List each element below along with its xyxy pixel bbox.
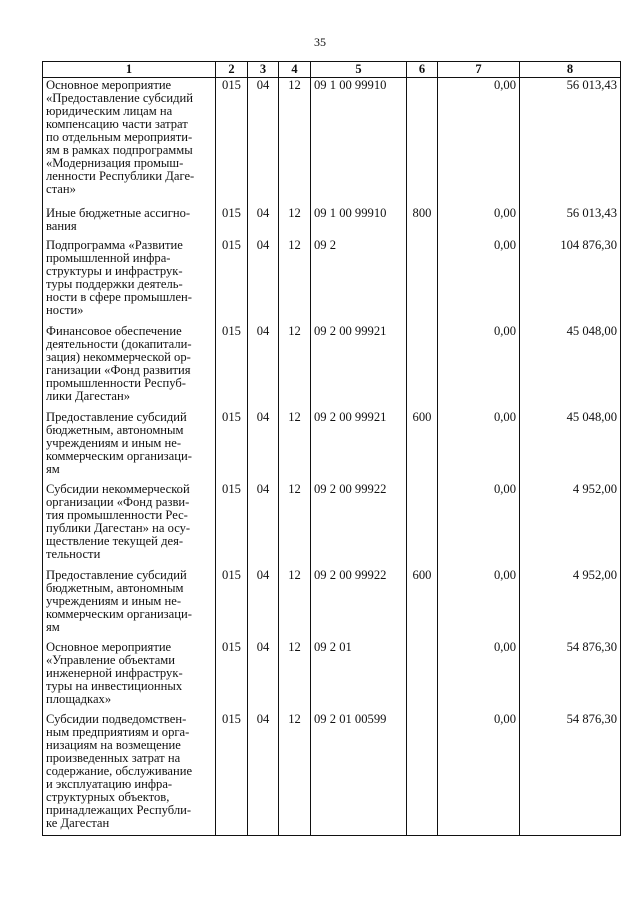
cell-budget-code: 09 2 00 99922 [311, 482, 407, 568]
item-name-line: ганизации «Фонд развития [46, 362, 191, 377]
header-col-5: 5 [311, 62, 407, 78]
cell-col-4: 12 [279, 78, 311, 206]
cell-col-2: 015 [216, 712, 248, 836]
cell-amount-8: 56 013,43 [520, 78, 621, 206]
item-name-line: Финансовое обеспечение [46, 323, 182, 338]
cell-item-name [43, 568, 216, 640]
item-name-line: бюджетным, автономным [46, 422, 184, 437]
item-name-line: учреждениям и иным не- [46, 435, 182, 450]
header-col-4: 4 [279, 62, 311, 78]
cell-budget-code: 09 2 00 99922 [311, 568, 407, 640]
item-name-line: Предоставление субсидий [46, 409, 187, 424]
cell-item-name [43, 78, 216, 206]
cell-col-2: 015 [216, 640, 248, 712]
cell-item-name [43, 640, 216, 712]
cell-expense-type [407, 712, 438, 836]
cell-col-2: 015 [216, 482, 248, 568]
item-name-line: Подпрограмма «Развитие [46, 237, 183, 252]
item-name-line: юридическим лицам на [46, 104, 173, 118]
cell-expense-type [407, 640, 438, 712]
item-name-line: публики Дагестан» на осу- [46, 520, 191, 535]
item-name-line: ям [46, 619, 60, 634]
item-name-line: ям в рамках подпрограммы [46, 143, 193, 157]
item-name-line: коммерческим организаци- [46, 448, 192, 463]
cell-col-3: 04 [248, 410, 279, 482]
item-name-line: промышленности Респуб- [46, 375, 186, 390]
cell-col-4: 12 [279, 712, 311, 836]
item-name-line: организации «Фонд разви- [46, 494, 190, 509]
item-name-line: структуры и инфраструк- [46, 263, 183, 278]
cell-col-2: 015 [216, 568, 248, 640]
cell-col-2: 015 [216, 206, 248, 238]
item-name-line: содержание, обслуживание [46, 763, 193, 778]
item-name-line: деятельности (докапитали- [46, 336, 192, 351]
header-col-1: 1 [43, 62, 216, 78]
cell-col-3: 04 [248, 78, 279, 206]
item-name-line: ществление текущей дея- [46, 533, 184, 548]
cell-budget-code: 09 1 00 99910 [311, 78, 407, 206]
item-name-line: «Управление объектами [46, 652, 176, 667]
cell-col-3: 04 [248, 568, 279, 640]
item-name-line: ности» [46, 302, 84, 317]
item-name-line: произведенных затрат на [46, 750, 181, 765]
budget-table [42, 61, 621, 836]
item-name-line: бюджетным, автономным [46, 580, 184, 595]
cell-col-3: 04 [248, 482, 279, 568]
item-name-line: Предоставление субсидий [46, 567, 187, 582]
cell-col-4: 12 [279, 568, 311, 640]
cell-col-3: 04 [248, 712, 279, 836]
cell-col-4: 12 [279, 206, 311, 238]
item-name-line: ным предприятиям и орга- [46, 724, 190, 739]
item-name-line: Субсидии подведомствен- [46, 711, 187, 726]
cell-amount-8: 4 952,00 [520, 568, 621, 640]
table-row [43, 324, 621, 410]
cell-col-3: 04 [248, 206, 279, 238]
item-name-line: «Модернизация промыш- [46, 156, 184, 170]
cell-col-3: 04 [248, 640, 279, 712]
cell-amount-7: 0,00 [438, 206, 520, 238]
cell-col-3: 04 [248, 238, 279, 324]
table-row [43, 640, 621, 712]
item-name-line: Основное мероприятие [46, 78, 172, 92]
table-row [43, 78, 621, 206]
header-col-7: 7 [438, 62, 520, 78]
cell-amount-8: 54 876,30 [520, 640, 621, 712]
cell-expense-type [407, 482, 438, 568]
header-col-6: 6 [407, 62, 438, 78]
cell-col-2: 015 [216, 410, 248, 482]
table-row [43, 712, 621, 836]
item-name-line: тия промышленности Рес- [46, 507, 188, 522]
table-row [43, 206, 621, 238]
item-name-line: принадлежащих Республи- [46, 802, 192, 817]
table-row [43, 568, 621, 640]
item-name-line: учреждениям и иным не- [46, 593, 182, 608]
cell-amount-7: 0,00 [438, 482, 520, 568]
table-row [43, 410, 621, 482]
cell-col-4: 12 [279, 238, 311, 324]
cell-budget-code: 09 1 00 99910 [311, 206, 407, 238]
cell-col-2: 015 [216, 324, 248, 410]
cell-expense-type: 800 [407, 206, 438, 238]
cell-amount-7: 0,00 [438, 712, 520, 836]
cell-col-4: 12 [279, 324, 311, 410]
item-name-line: туры поддержки деятель- [46, 276, 183, 291]
item-name-line: и эксплуатацию инфра- [46, 776, 173, 791]
cell-amount-7: 0,00 [438, 568, 520, 640]
cell-amount-8: 4 952,00 [520, 482, 621, 568]
cell-expense-type: 600 [407, 568, 438, 640]
item-name-line: по отдельным мероприяти- [46, 130, 193, 144]
item-name-line: ке Дагестан [46, 815, 110, 830]
cell-expense-type: 600 [407, 410, 438, 482]
cell-budget-code: 09 2 01 00599 [311, 712, 407, 836]
cell-item-name [43, 482, 216, 568]
header-col-8: 8 [520, 62, 621, 78]
cell-amount-8: 56 013,43 [520, 206, 621, 238]
cell-budget-code: 09 2 00 99921 [311, 324, 407, 410]
item-name-line: туры на инвестиционных [46, 678, 183, 693]
cell-expense-type [407, 238, 438, 324]
cell-item-name [43, 410, 216, 482]
cell-item-name [43, 206, 216, 238]
item-name-line: лики Дагестан» [46, 388, 130, 403]
cell-col-4: 12 [279, 640, 311, 712]
table-row [43, 238, 621, 324]
item-name-line: компенсацию части затрат [46, 117, 188, 131]
cell-item-name [43, 238, 216, 324]
item-name-line: ленности Республики Даге- [46, 169, 195, 183]
header-row [43, 62, 621, 78]
cell-amount-7: 0,00 [438, 410, 520, 482]
item-name-line: тельности [46, 546, 101, 561]
cell-col-4: 12 [279, 482, 311, 568]
cell-amount-7: 0,00 [438, 324, 520, 410]
cell-item-name [43, 712, 216, 836]
item-name-line: стан» [46, 182, 76, 196]
cell-col-4: 12 [279, 410, 311, 482]
item-name-line: ям [46, 461, 60, 476]
item-name-line: «Предоставление субсидий [46, 91, 194, 105]
header-col-2: 2 [216, 62, 248, 78]
cell-amount-7: 0,00 [438, 78, 520, 206]
item-name-line: ности в сфере промышлен- [46, 289, 192, 304]
cell-budget-code: 09 2 00 99921 [311, 410, 407, 482]
cell-expense-type [407, 78, 438, 206]
cell-amount-7: 0,00 [438, 640, 520, 712]
item-name-line: коммерческим организаци- [46, 606, 192, 621]
table-row [43, 482, 621, 568]
item-name-line: зация) некоммерческой ор- [46, 349, 191, 364]
item-name-line: структурных объектов, [46, 789, 170, 804]
cell-amount-7: 0,00 [438, 238, 520, 324]
cell-expense-type [407, 324, 438, 410]
cell-budget-code: 09 2 01 [311, 640, 407, 712]
item-name-line: Основное мероприятие [46, 639, 172, 654]
header-col-3: 3 [248, 62, 279, 78]
item-name-line: Субсидии некоммерческой [46, 481, 190, 496]
cell-amount-8: 45 048,00 [520, 410, 621, 482]
cell-col-2: 015 [216, 238, 248, 324]
item-name-line: вания [46, 218, 77, 233]
item-name-line: инженерной инфраструк- [46, 665, 183, 680]
item-name-line: низациям на возмещение [46, 737, 181, 752]
cell-budget-code: 09 2 [311, 238, 407, 324]
cell-item-name [43, 324, 216, 410]
cell-amount-8: 104 876,30 [520, 238, 621, 324]
item-name-line: Иные бюджетные ассигно- [46, 205, 191, 220]
cell-amount-8: 54 876,30 [520, 712, 621, 836]
cell-col-3: 04 [248, 324, 279, 410]
cell-amount-8: 45 048,00 [520, 324, 621, 410]
item-name-line: промышленной инфра- [46, 250, 171, 265]
page-number: 35 [314, 35, 326, 49]
item-name-line: площадках» [46, 691, 112, 706]
cell-col-2: 015 [216, 78, 248, 206]
